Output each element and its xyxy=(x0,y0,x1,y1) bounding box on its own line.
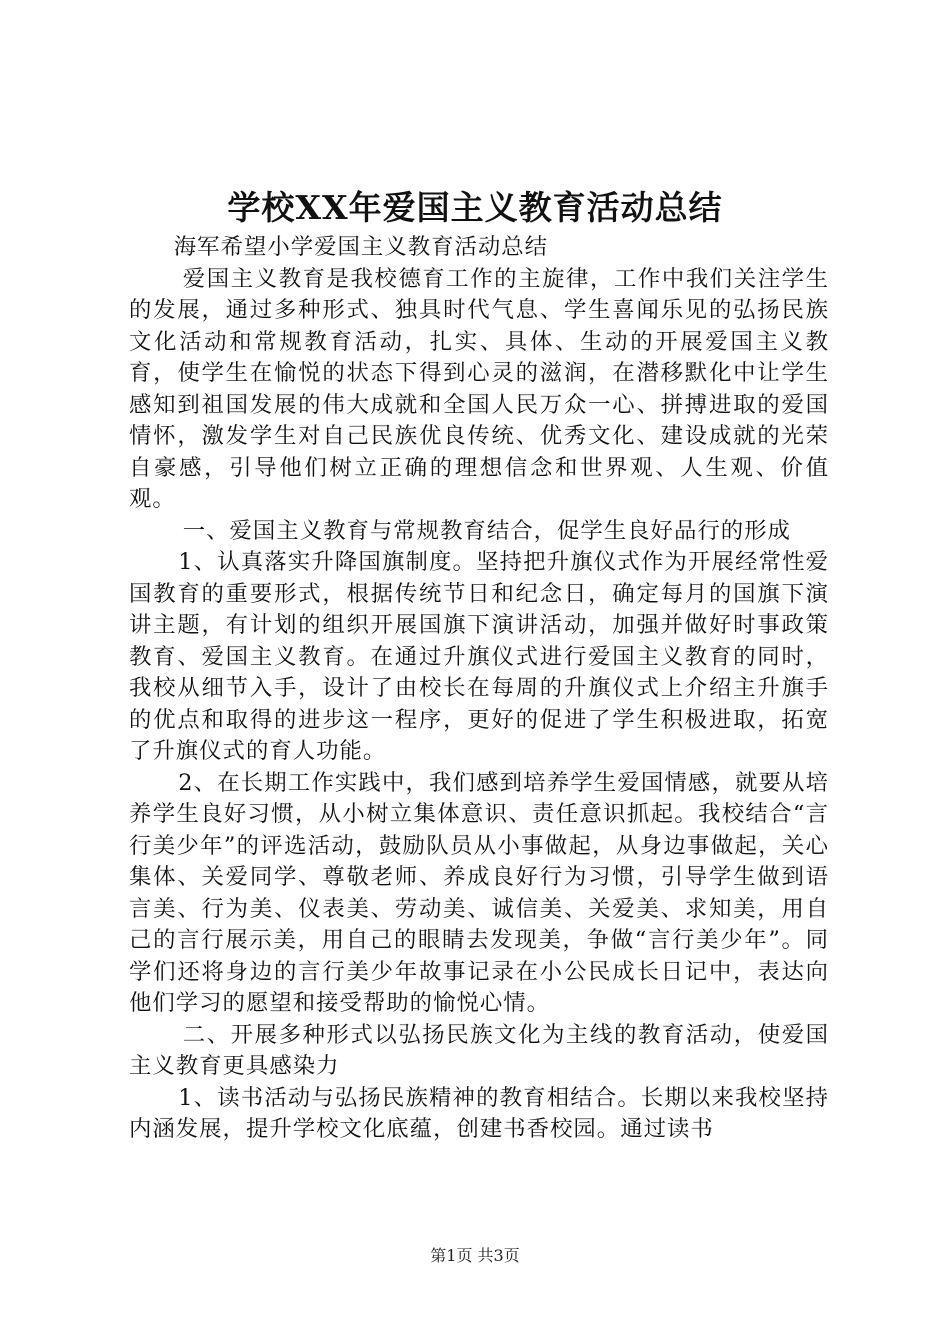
document-body xyxy=(129,232,829,1146)
paragraph-item-1-2: 2、在长期工作实践中，我们感到培养学生爱国情感，就要从培养学生良好习惯，从小树立集体意识、责任意识抓起。我校结合“言行美少年”的评选活动，鼓励队员从小事做起，从身边事做起，关心集体、关爱同学、尊敬老师、养成良好行为习惯，引导学生做到语言美、行为美、仪表美、劳动美、诚信美、关爱美、求知美，用自己的言行展示美，用自己的眼睛去发现美，争做“言行美少年”。同学们还将身边的言行美少年故事记录在小公民成长日记中，表达向他们学习的愿望和接受帮助的愉悦心情。 xyxy=(129,769,829,1016)
paragraph-intro: 爱国主义教育是我校德育工作的主旋律，工作中我们关注学生的发展，通过多种形式、独具时代气息、学生喜闻乐见的弘扬民族文化活动和常规教育活动，扎实、具体、生动的开展爱国主义教育，使学生在愉悦的状态下得到心灵的滋润，在潜移默化中让学生感知到祖国发展的伟大成就和全国人民万众一心、拼搏进取的爱国情怀，激发学生对自己民族优良传统、优秀文化、建设成就的光荣自豪感，引导他们树立正确的理想信念和世界观、人生观、价值观。 xyxy=(129,265,829,512)
paragraph-item-2-1: 1、读书活动与弘扬民族精神的教育相结合。长期以来我校坚持内涵发展，提升学校文化底蕴，创建书香校园。通过读书 xyxy=(129,1084,829,1142)
page-footer: 第1页 共3页 xyxy=(430,1246,520,1265)
paragraph-subtitle: 海军希望小学爱国主义教育活动总结 xyxy=(173,234,549,260)
section-heading-1: 一、爱国主义教育与常规教育结合，促学生良好品行的形成 xyxy=(182,517,791,544)
section-heading-2: 二、开展多种形式以弘扬民族文化为主线的教育活动，使爱国主义教育更具感染力 xyxy=(129,1021,829,1079)
document-title: 学校XX年爱国主义教育活动总结 xyxy=(227,188,723,227)
paragraph-item-1-1: 1、认真落实升降国旗制度。坚持把升旗仪式作为开展经常性爱国教育的重要形式，根据传统节日和纪念日，确定每月的国旗下演讲主题，有计划的组织开展国旗下演讲活动，加强并做好时事政策教育、爱国主义教育。在通过升旗仪式进行爱国主义教育的同时，我校从细节入手，设计了由校长在每周的升旗仪式上介绍主升旗手的优点和取得的进步这一程序，更好的促进了学生积极进取，拓宽了升旗仪式的育人功能。 xyxy=(129,549,829,764)
